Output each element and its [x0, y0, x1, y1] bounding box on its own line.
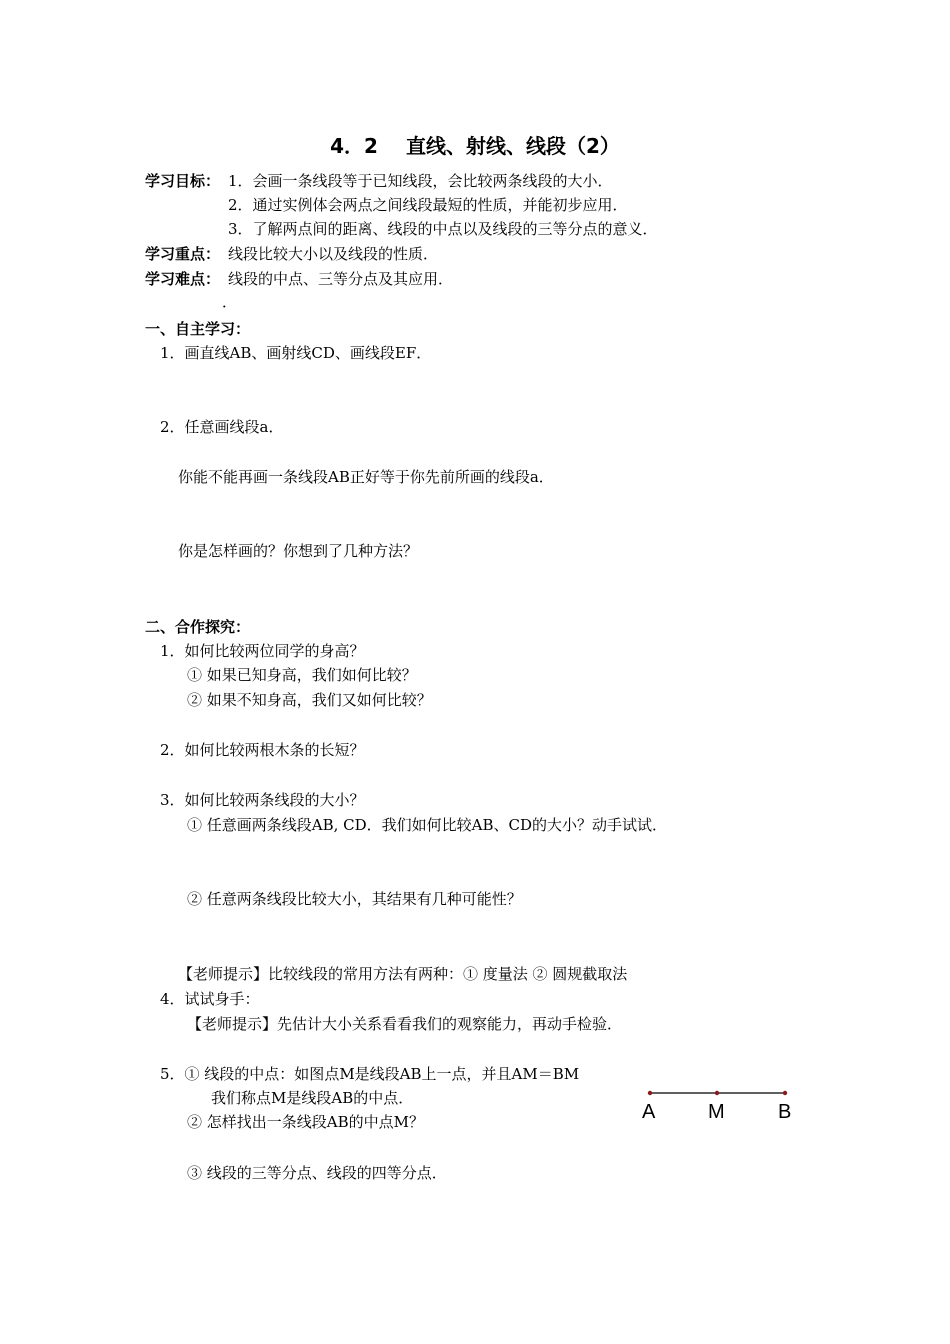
- section2-q5a-cont: 我们称点M是线段AB的中点．: [211, 1089, 414, 1107]
- key-point-label: 学习重点：: [145, 245, 221, 263]
- section2-q2: 2．如何比较两根木条的长短？: [160, 741, 365, 759]
- section2-q3: 3．如何比较两条线段的大小？: [160, 791, 365, 809]
- section2-q3a: ① 任意画两条线段AB, CD．我们如何比较AB、CD的大小？动手试试．: [187, 816, 668, 834]
- label-m: M: [708, 1101, 725, 1123]
- title-text: 直线、射线、线段（2）: [405, 134, 620, 158]
- section1-q2: 2．任意画线段a．: [160, 418, 284, 436]
- section2-q5c: ③ 线段的三等分点、线段的四等分点．: [187, 1164, 447, 1182]
- goal-item-1: 1．会画一条线段等于已知线段，会比较两条线段的大小．: [228, 172, 613, 190]
- section2-q5a: 5．① 线段的中点：如图点M是线段AB上一点，并且AM＝BM: [160, 1065, 580, 1083]
- section1-q2b: 你是怎样画的？你想到了几种方法？: [178, 542, 419, 560]
- section2-q3b: ② 任意两条线段比较大小，其结果有几种可能性？: [187, 890, 522, 908]
- goals-label: 学习目标：: [145, 172, 221, 190]
- section1-q2a: 你能不能再画一条线段AB正好等于你先前所画的线段a．: [178, 468, 554, 486]
- key-point-text: 线段比较大小以及线段的性质．: [228, 245, 439, 263]
- goal-item-3: 3．了解两点间的距离、线段的中点以及线段的三等分点的意义．: [228, 220, 658, 238]
- difficulty-text: 线段的中点、三等分点及其应用．: [228, 270, 454, 288]
- section2-q5b: ② 怎样找出一条线段AB的中点M？: [187, 1113, 424, 1131]
- stray-dot: ．: [222, 293, 238, 311]
- teacher-tip-1: 【老师提示】比较线段的常用方法有两种：① 度量法 ② 圆规截取法: [178, 965, 628, 983]
- point-m: [715, 1091, 719, 1095]
- label-b: B: [778, 1101, 792, 1123]
- section2-q1: 1．如何比较两位同学的身高？: [160, 642, 365, 660]
- label-a: A: [642, 1101, 656, 1123]
- segment-figure: [630, 1080, 820, 1130]
- goal-item-2: 2．通过实例体会两点之间线段最短的性质，并能初步应用．: [228, 196, 628, 214]
- point-a: [648, 1091, 652, 1095]
- section2-q1a: ① 如果已知身高，我们如何比较？: [187, 666, 417, 684]
- section2-q4: 4．试试身手：: [160, 990, 260, 1008]
- point-b: [783, 1091, 787, 1095]
- section1-q1: 1．画直线AB、画射线CD、画线段EF．: [160, 344, 432, 362]
- difficulty-label: 学习难点：: [145, 270, 221, 288]
- teacher-tip-2: 【老师提示】先估计大小关系看看我们的观察能力，再动手检验．: [187, 1015, 623, 1033]
- title-number: 4．2: [330, 134, 378, 158]
- section2-q1b: ② 如果不知身高，我们又如何比较？: [187, 691, 432, 709]
- section2-heading: 二、合作探究：: [145, 618, 251, 636]
- section1-heading: 一、自主学习：: [145, 320, 251, 338]
- page-title: [0, 130, 950, 159]
